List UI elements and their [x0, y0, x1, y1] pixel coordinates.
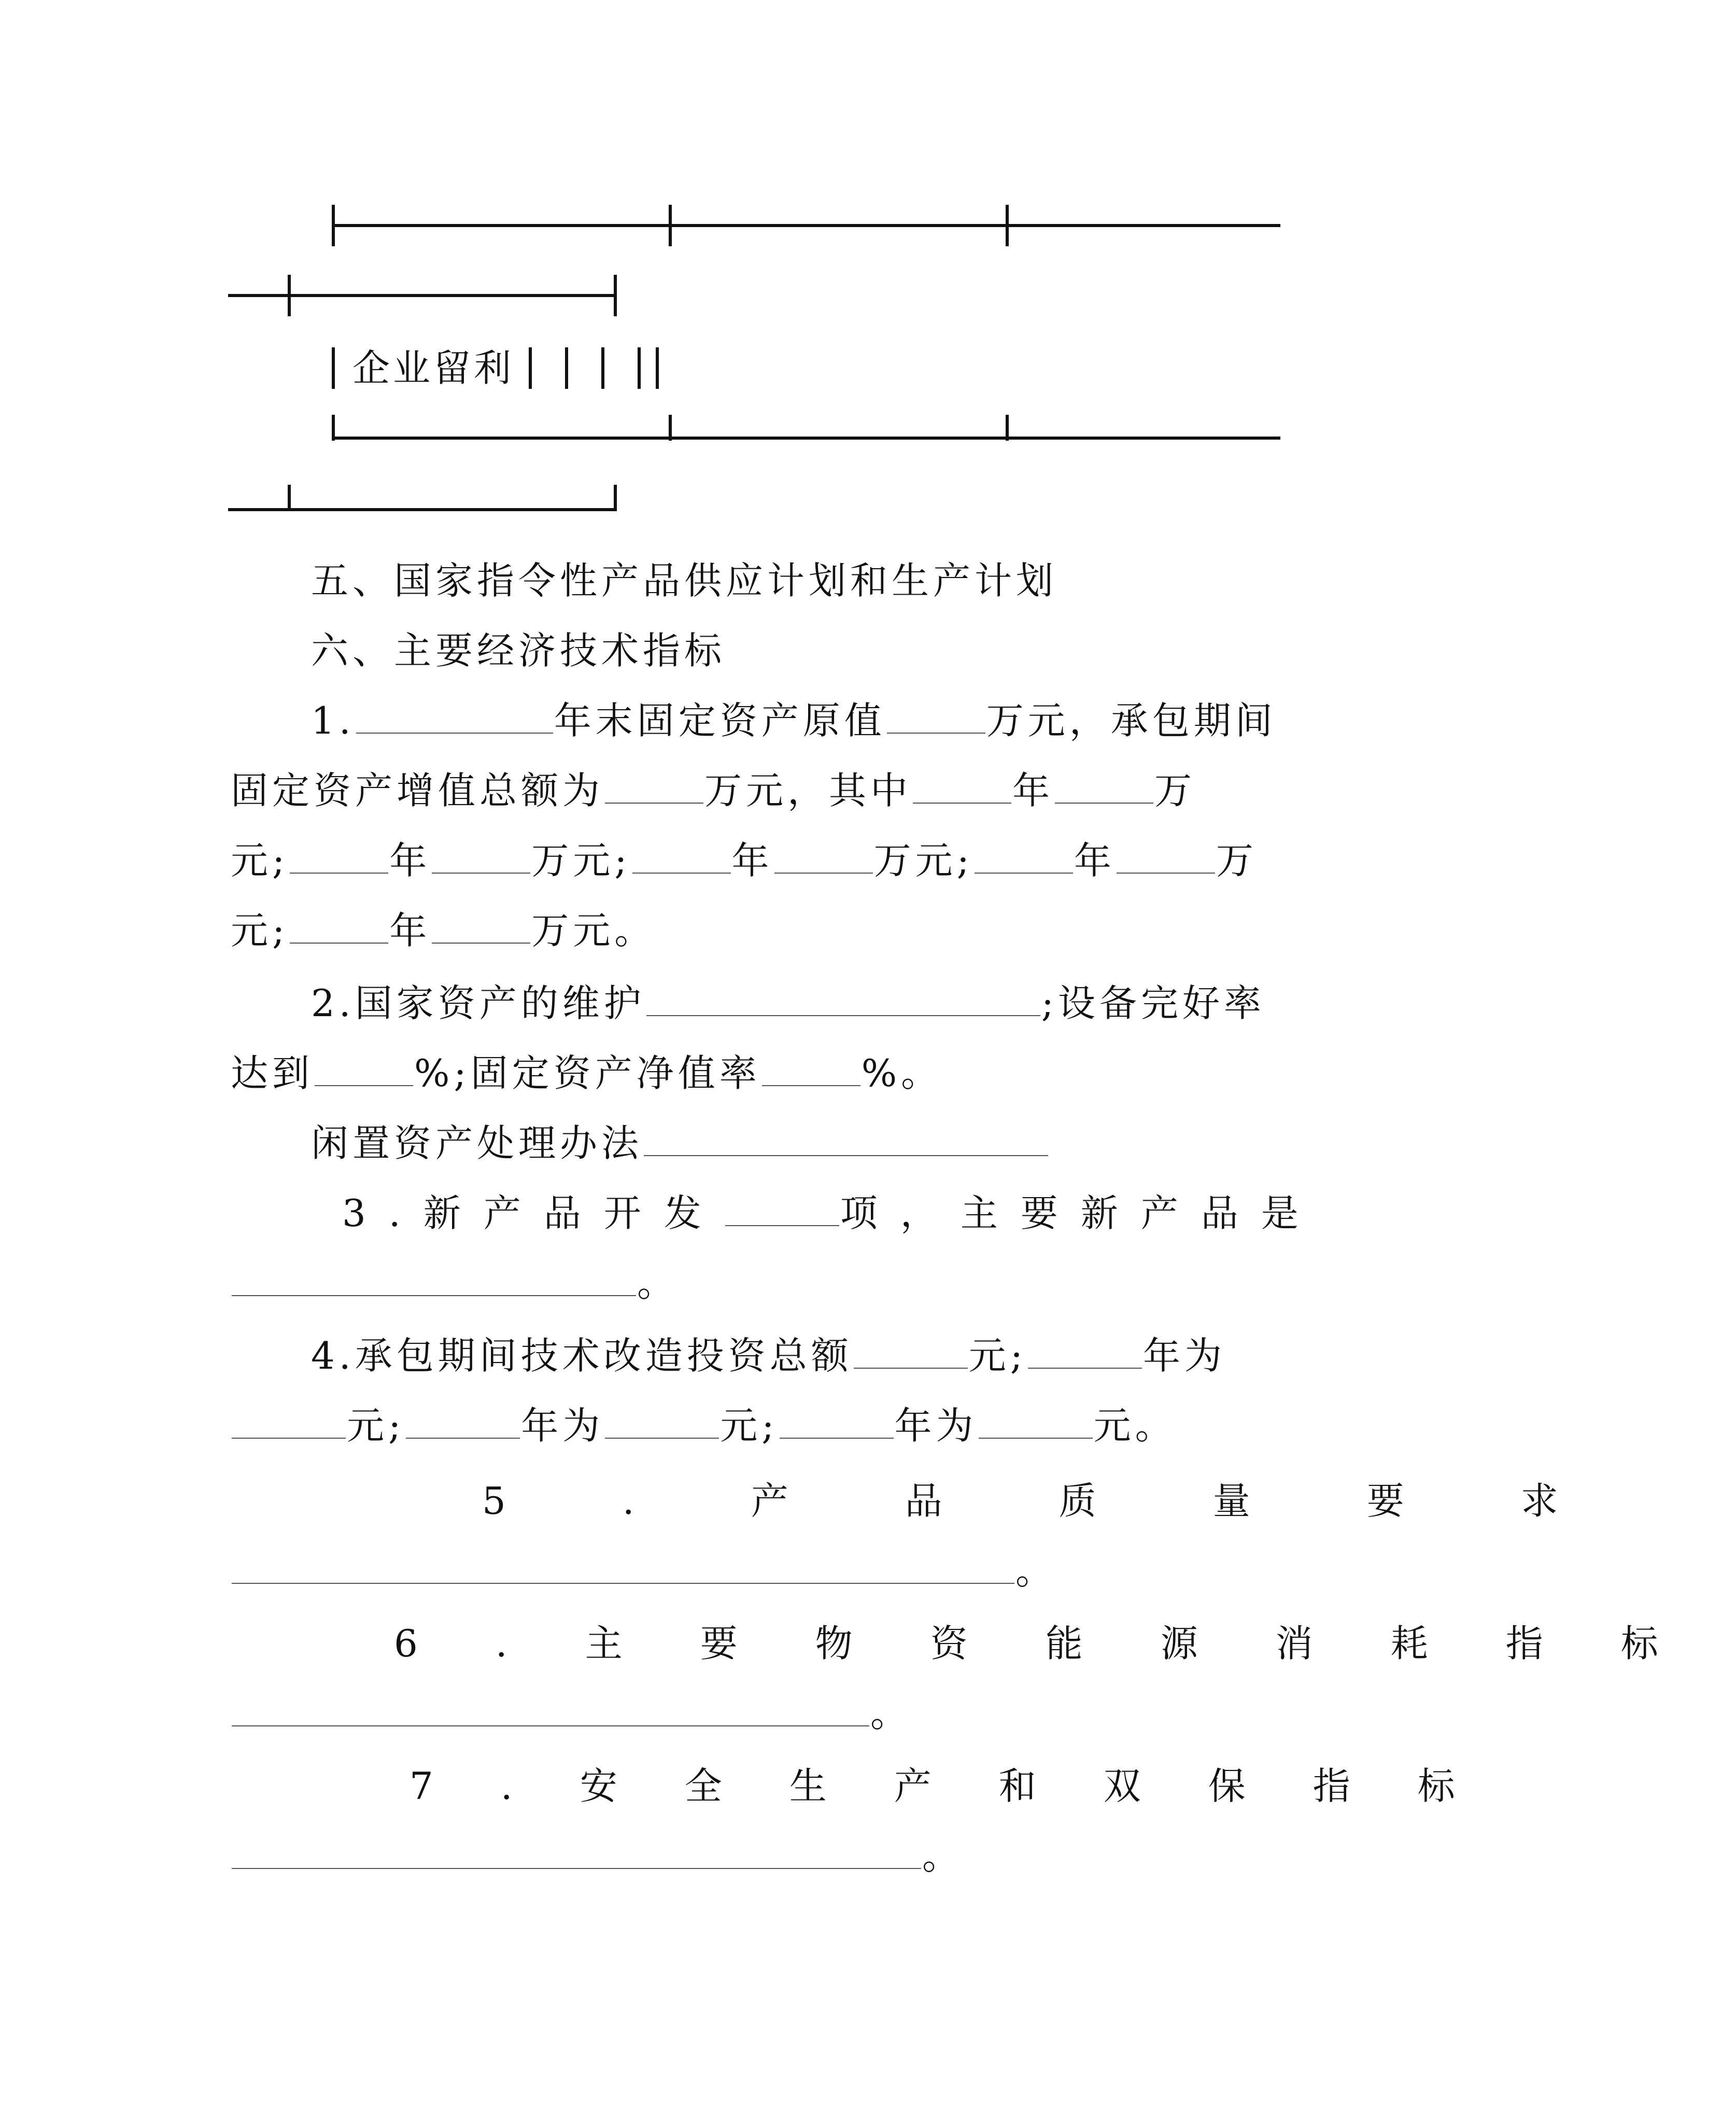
item-5-line-2: 。 [231, 1545, 1057, 1597]
blank-field[interactable] [1028, 1337, 1142, 1369]
blank-field[interactable] [854, 1337, 968, 1369]
table-cell-divider [529, 347, 532, 389]
blank-field[interactable] [975, 841, 1073, 874]
item-5-line-1: 5.产品质量要求 [482, 1479, 1675, 1523]
section-six-title: 六、主要经济技术指标 [311, 629, 726, 672]
blank-field[interactable] [780, 1407, 894, 1439]
blank-field[interactable] [232, 1552, 1014, 1584]
blank-field[interactable] [232, 1264, 636, 1296]
item-2-line-1: 2.国家资产的维护 ;设备完好率 [311, 981, 1265, 1025]
table-border [228, 508, 617, 511]
table-tick [288, 275, 291, 316]
item-7-line-2: 。 [231, 1830, 964, 1882]
table-tick [288, 485, 291, 511]
table-tick [614, 485, 617, 511]
table-cell-divider [601, 347, 604, 389]
item-6-line-1: 6.主要物资能源消耗指标 [394, 1622, 1736, 1665]
blank-field[interactable] [432, 841, 530, 874]
blank-field[interactable] [725, 1194, 839, 1226]
blank-field[interactable] [762, 1054, 860, 1086]
blank-field[interactable] [605, 1407, 719, 1439]
table-cell-divider [638, 347, 641, 389]
blank-field[interactable] [315, 1054, 413, 1086]
item-1-line-1: 1. 年末固定资产原值 万元，承包期间 [311, 699, 1277, 742]
table-tick [1006, 415, 1009, 441]
blank-field[interactable] [290, 841, 388, 874]
blank-field[interactable] [913, 771, 1011, 804]
blank-field[interactable] [632, 841, 731, 874]
blank-field[interactable] [646, 984, 1040, 1016]
blank-field[interactable] [774, 841, 873, 874]
table-cell-divider [332, 347, 335, 389]
blank-field[interactable] [406, 1407, 520, 1439]
blank-field[interactable] [432, 911, 530, 944]
item-4-line-1: 4.承包期间技术改造投资总额 元; 年为 [311, 1334, 1226, 1378]
item-3-line-2: 。 [231, 1257, 679, 1309]
table-border [228, 294, 617, 297]
item-1-line-4: 元; 年 万元。 [231, 909, 656, 952]
item-1-line-3: 元; 年 万元; 年 万元; 年 万 [231, 839, 1258, 882]
item-2-line-2: 达到 %;固定资产净值率 %。 [231, 1051, 943, 1095]
table-tick [614, 275, 617, 316]
blank-field[interactable] [232, 1694, 869, 1726]
table-cell-divider [656, 347, 659, 389]
blank-field[interactable] [1055, 771, 1153, 804]
item-2-line-3: 闲置资产处理办法 [311, 1117, 1049, 1169]
blank-field[interactable] [887, 701, 985, 734]
blank-field[interactable] [605, 771, 703, 804]
blank-field[interactable] [232, 1837, 921, 1869]
table-border [332, 437, 1280, 440]
blank-field[interactable] [644, 1124, 1048, 1156]
blank-field[interactable] [290, 911, 388, 944]
table-tick [669, 415, 672, 441]
item-7-line-1: 7.安全生产和双保指标 [410, 1764, 1522, 1808]
table-cell-divider [565, 347, 568, 389]
blank-field[interactable] [1117, 841, 1215, 874]
item-4-line-2: 元; 年为 元; 年为 元。 [231, 1400, 1177, 1452]
table-row-label: 企业留利 [352, 346, 515, 390]
table-tick [669, 205, 672, 246]
blank-field[interactable] [979, 1407, 1093, 1439]
item-3-line-1: 3.新产品开发 项，主要新产品是 [342, 1191, 1321, 1235]
section-five-title: 五、国家指令性产品供应计划和生产计划 [311, 559, 1058, 602]
blank-field[interactable] [356, 701, 553, 734]
table-tick [1006, 205, 1009, 246]
item-1-line-2: 固定资产增值总额为 万元，其中 年 万 [231, 769, 1196, 812]
blank-field[interactable] [232, 1407, 346, 1439]
table-border [332, 224, 1280, 227]
item-6-line-2: 。 [231, 1688, 912, 1739]
